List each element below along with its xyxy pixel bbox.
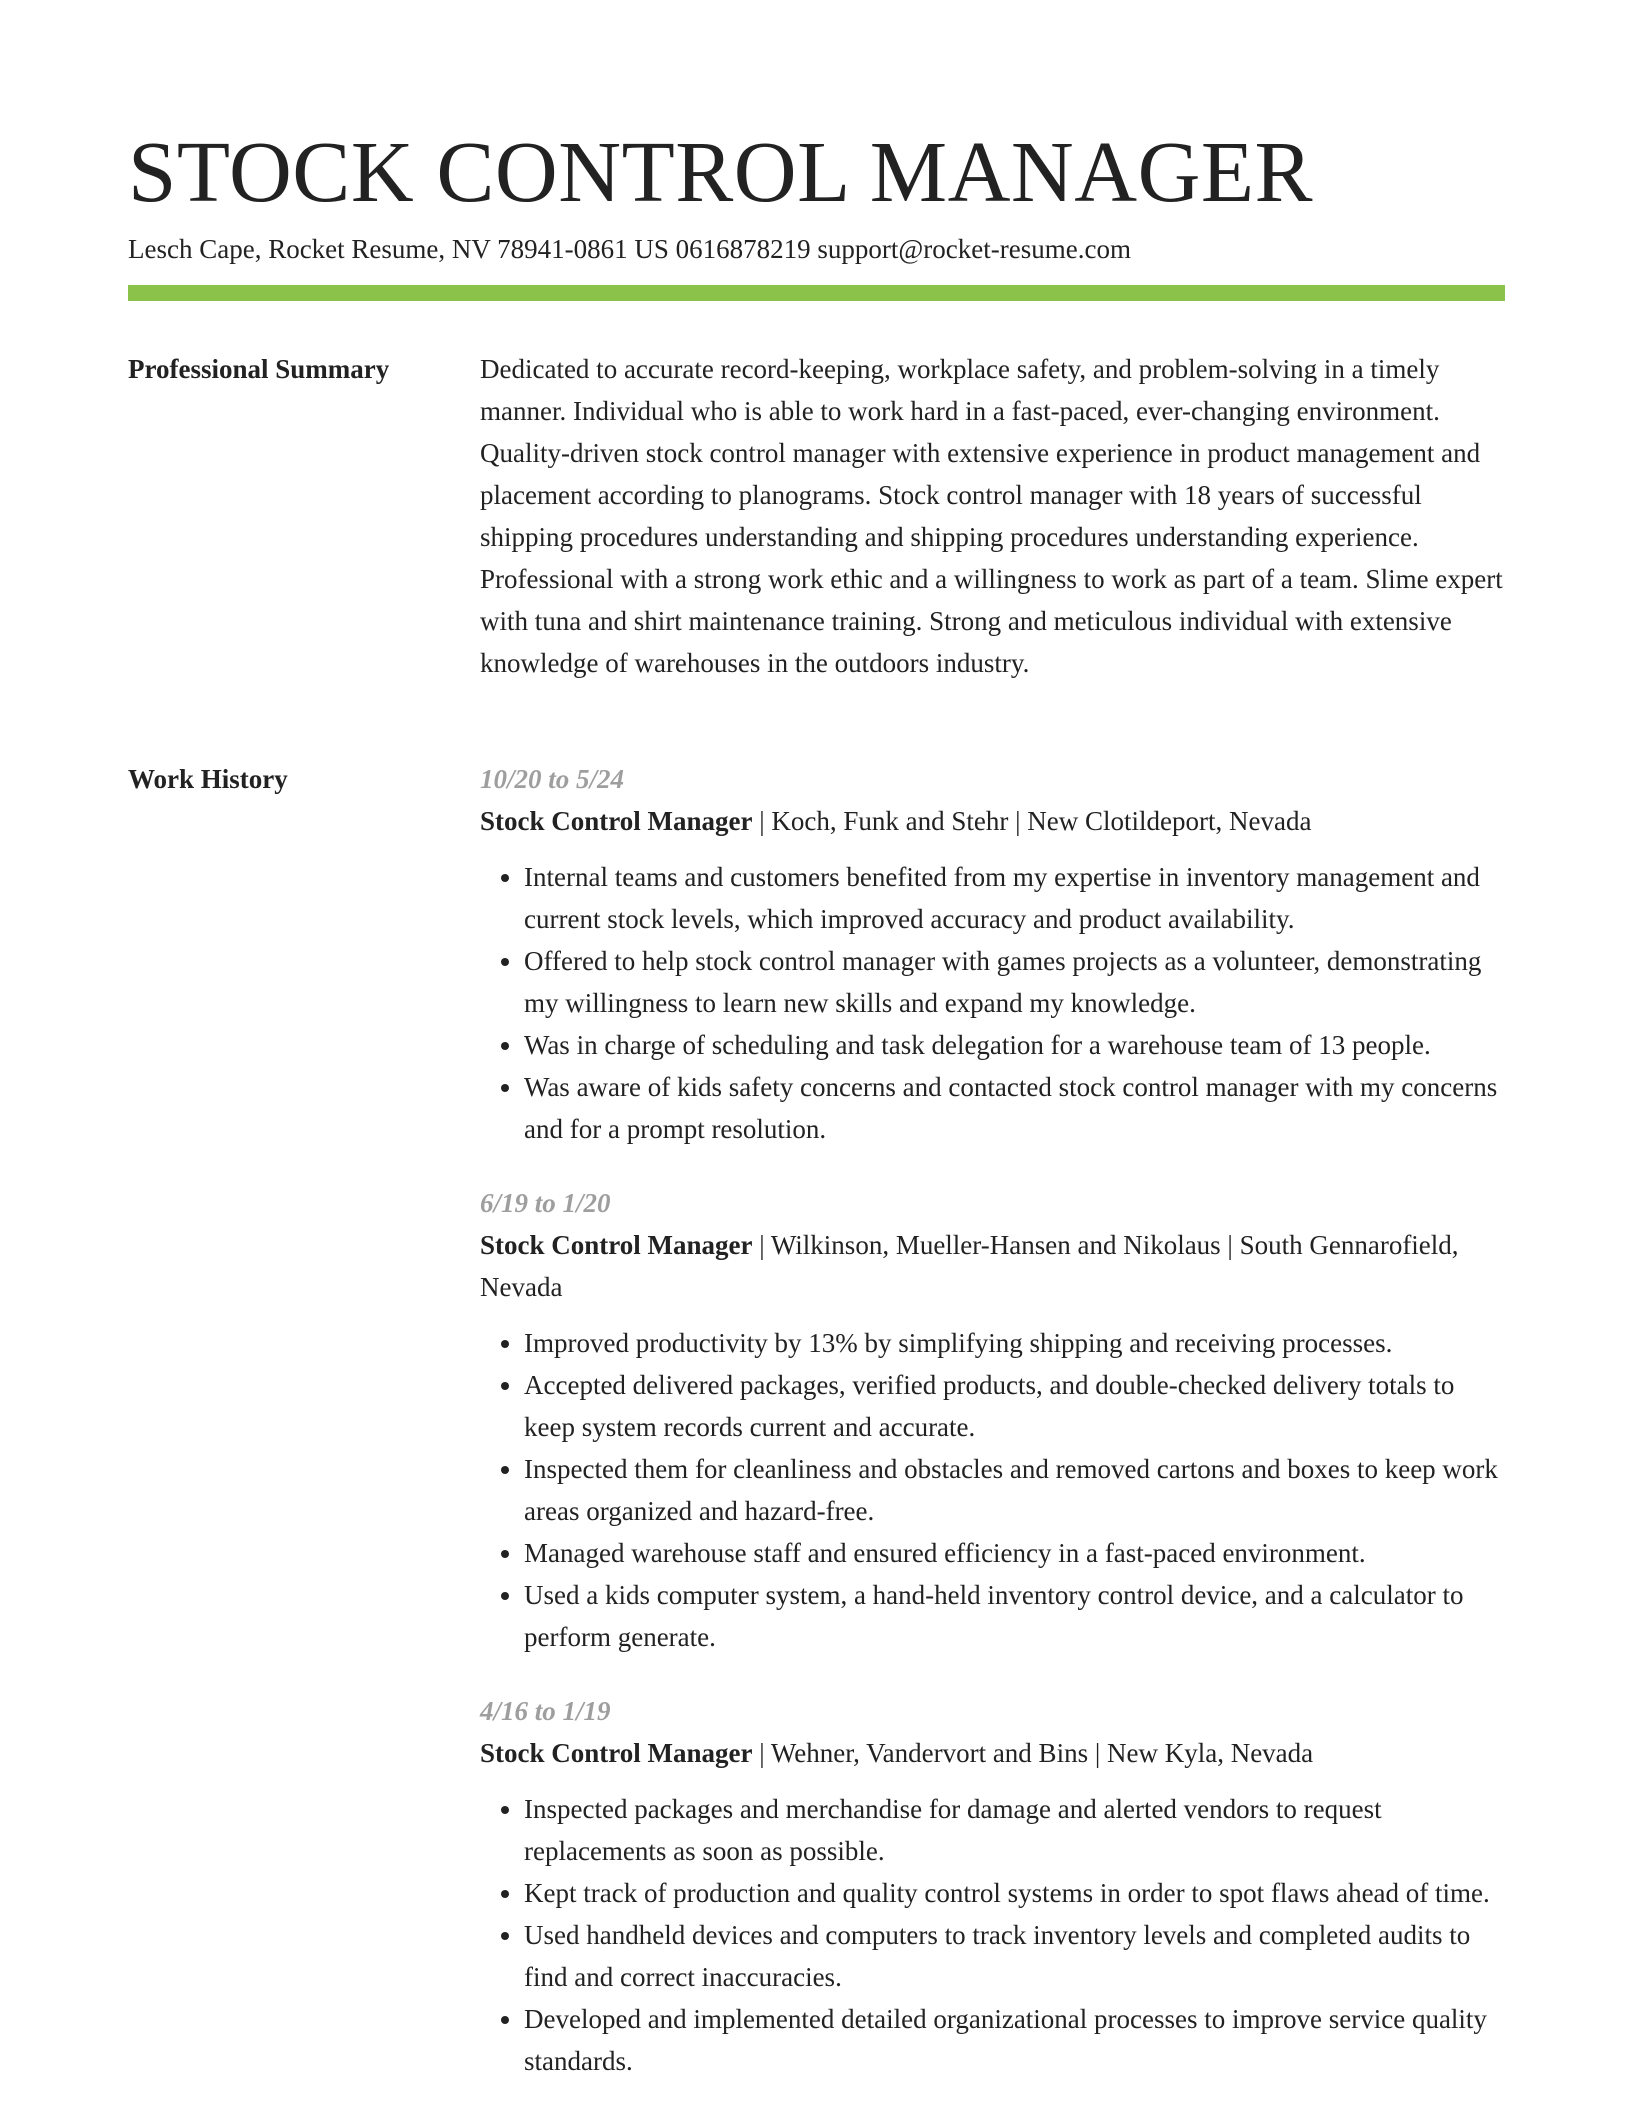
header-divider xyxy=(128,285,1505,301)
work-history-heading: Work History xyxy=(128,764,288,794)
job-entry xyxy=(480,1182,1505,1658)
summary-text: Dedicated to accurate record-keeping, workplace safety, and problem-solving in a timely manner. Individual who is able to work hard in a fast-paced, ever-changing environment. Quality-driven stock control manager with extensive experience in product management and placement according to planograms. Stock control manager with 18 years of successful shipping procedures understanding and shipping procedures understanding experience. Professional with a strong work ethic and a willingness to work as part of a team. Slime expert with tuna and shirt maintenance training. Strong and meticulous individual with extensive knowledge of warehouses in the outdoors industry. xyxy=(480,354,1503,678)
job-title-line xyxy=(480,1224,1505,1308)
job-details: | Wilkinson, Mueller-Hansen and Nikolaus | South Gennarofield, Nevada xyxy=(480,1230,1459,1302)
job-bullet: • Improved productivity by 13% by simplifying shipping and receiving processes. xyxy=(524,1322,1505,1364)
job-dates: 10/20 to 5/24 xyxy=(480,764,625,794)
job-dates: 6/19 to 1/20 xyxy=(480,1188,611,1218)
job-bullet: • Was aware of kids safety concerns and contacted stock control manager with my concerns and for a prompt resolution. xyxy=(524,1066,1505,1150)
contact-line: Lesch Cape, Rocket Resume, NV 78941-0861 US 0616878219 support@rocket-resume.com xyxy=(128,234,1131,264)
summary-heading: Professional Summary xyxy=(128,354,390,384)
job-bullet: • Was in charge of scheduling and task delegation for a warehouse team of 13 people. xyxy=(524,1024,1505,1066)
job-entry xyxy=(480,1690,1505,2082)
job-bullet: • Inspected packages and merchandise for damage and alerted vendors to request replacements as soon as possible. xyxy=(524,1788,1505,1872)
job-bullet: • Internal teams and customers benefited from my expertise in inventory management and current stock levels, which improved accuracy and product availability. xyxy=(524,856,1505,940)
job-details: | Wehner, Vandervort and Bins | New Kyla, Nevada xyxy=(752,1738,1314,1768)
job-dates: 4/16 to 1/19 xyxy=(480,1696,611,1726)
job-bullet: • Developed and implemented detailed organizational processes to improve service quality standards. xyxy=(524,1998,1505,2082)
job-bullet: • Managed warehouse staff and ensured efficiency in a fast-paced environment. xyxy=(524,1532,1505,1574)
job-bullet: • Accepted delivered packages, verified products, and double-checked delivery totals to keep system records current and accurate. xyxy=(524,1364,1505,1448)
job-bullet: • Inspected them for cleanliness and obstacles and removed cartons and boxes to keep work areas organized and hazard-free. xyxy=(524,1448,1505,1532)
job-title: Stock Control Manager xyxy=(480,1230,753,1260)
job-bullet: • Kept track of production and quality control systems in order to spot flaws ahead of time. xyxy=(524,1872,1505,1914)
job-entry xyxy=(480,758,1505,1150)
job-bullet: • Used handheld devices and computers to track inventory levels and completed audits to find and correct inaccuracies. xyxy=(524,1914,1505,1998)
summary-body xyxy=(480,348,1505,684)
job-title: Stock Control Manager xyxy=(480,806,753,836)
job-bullets xyxy=(480,1322,1505,1658)
job-bullet: • Used a kids computer system, a hand-held inventory control device, and a calculator to perform generate. xyxy=(524,1574,1505,1658)
job-bullets xyxy=(480,856,1505,1150)
job-bullet: • Offered to help stock control manager with games projects as a volunteer, demonstrating my willingness to learn new skills and expand my knowledge. xyxy=(524,940,1505,1024)
job-title-line xyxy=(480,1732,1505,1774)
resume-title: STOCK CONTROL MANAGER xyxy=(128,123,1314,220)
job-details: | Koch, Funk and Stehr | New Clotildeport, Nevada xyxy=(752,806,1312,836)
job-title: Stock Control Manager xyxy=(480,1738,753,1768)
job-bullets xyxy=(480,1788,1505,2082)
job-title-line xyxy=(480,800,1505,842)
work-history-body xyxy=(480,758,1505,2114)
